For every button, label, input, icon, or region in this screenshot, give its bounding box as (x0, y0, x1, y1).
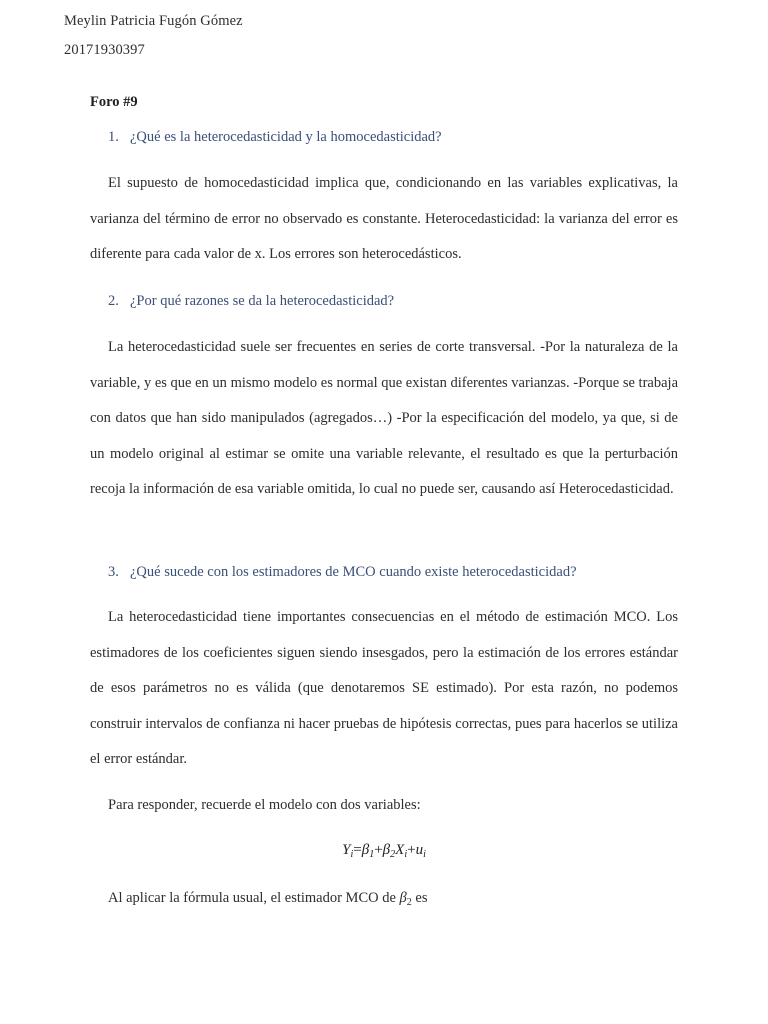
question-1 (108, 129, 442, 146)
document-title: Foro #9 (90, 94, 138, 110)
question-number: 1. (108, 129, 119, 145)
answer-2: La heterocedasticidad suele ser frecuentes en series de corte transversal. -Por la naturaleza de la variable, y es que en un mismo modelo es normal que existan diferentes varianzas. -Porque se trabaja con datos que han sido manipulados (agregados…) -Por la especificación del modelo, ya que, si de un modelo original al estimar se omite una variable relevante, el resultado es que la perturbación recoja la información de esa variable omitida, lo cual no puede ser, causando así Heterocedasticidad. (90, 339, 678, 497)
question-text: ¿Qué sucede con los estimadores de MCO cuando existe heterocedasticidad? (130, 564, 577, 580)
beta-symbol: $\beta_2$ (399, 890, 412, 908)
question-text: ¿Qué es la heterocedasticidad y la homocedasticidad? (130, 129, 442, 145)
question-text: ¿Por qué razones se da la heterocedasticidad? (130, 293, 395, 309)
question-number: 2. (108, 293, 119, 309)
answer-3: La heterocedasticidad tiene importantes consecuencias en el método de estimación MCO. Los estimadores de los coeficientes siguen siendo insesgados, pero la estimación de los errores estándar de esos parámetros no es válida (que denotaremos SE estimado). Por esta razón, no podemos construir intervalos de confianza ni hacer pruebas de hipótesis correctas, pues para hacerlos se utiliza el error estándar. (90, 609, 678, 767)
closing-text: Al aplicar la fórmula usual, el estimador MCO de (108, 890, 396, 906)
question-3 (108, 564, 577, 581)
closing-suffix: es (415, 890, 428, 906)
author-name: Meylin Patricia Fugón Gómez (64, 13, 243, 29)
question-2 (108, 293, 394, 310)
answer-1: El supuesto de homocedasticidad implica que, condicionando en las variables explicativas, la varianza del término de error no observado es constante. Heterocedasticidad: la varianza del error es diferente para cada valor de x. Los errores son heterocedásticos. (90, 175, 678, 262)
student-id: 20171930397 (64, 42, 145, 58)
regression-formula: $Y_i=\beta_1+\beta_2X_i+u_i$ (342, 842, 426, 860)
model-intro: Para responder, recuerde el modelo con dos variables: (108, 797, 421, 813)
closing-line (108, 890, 427, 908)
question-number: 3. (108, 564, 119, 580)
